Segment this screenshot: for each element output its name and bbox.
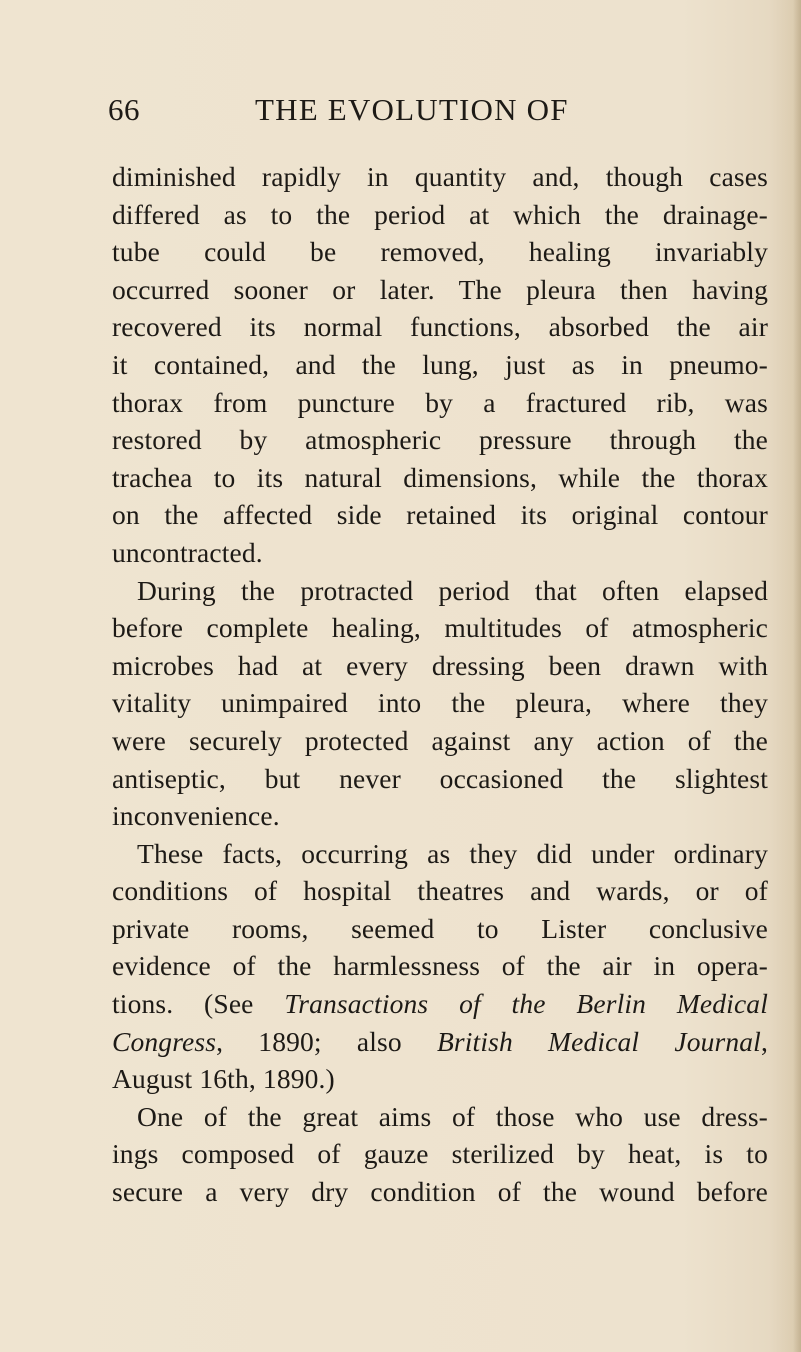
italic-citation: British Medical Journal <box>436 1025 761 1057</box>
text-line: August 16th, 1890.) <box>112 1063 335 1095</box>
text-line: secure a very dry condition of the wound before <box>112 1176 768 1208</box>
text-line: vitality unimpaired into the pleura, where they <box>112 687 768 719</box>
text-line: ings composed of gauze sterilized by heat, is to <box>112 1138 768 1170</box>
text-line <box>112 985 768 1023</box>
page-edge-shadow <box>793 0 801 1352</box>
text-line <box>112 1023 768 1061</box>
text-line: restored by atmospheric pressure through the <box>112 424 768 456</box>
text-line: evidence of the harmlessness of the air in opera- <box>112 950 768 982</box>
text-line: These facts, occurring as they did under ordinary <box>137 837 768 869</box>
text-line: microbes had at every dressing been drawn with <box>112 649 768 681</box>
text-line: private rooms, seemed to Lister conclusive <box>112 912 768 944</box>
text-line: trachea to its natural dimensions, while the thorax <box>112 461 768 493</box>
text-line: before complete healing, multitudes of atmospheric <box>112 612 768 644</box>
italic-citation: Transactions of the Berlin Medical <box>284 988 769 1020</box>
text-line: uncontracted. <box>112 536 263 568</box>
text-line: diminished rapidly in quantity and, though cases <box>112 161 768 192</box>
text-run: , 1890; also <box>216 1025 437 1057</box>
text-run: , <box>760 1025 768 1057</box>
text-line: inconvenience. <box>112 800 280 832</box>
text-line: One of the great aims of those who use dress- <box>137 1100 768 1132</box>
page-number: 66 <box>108 92 140 127</box>
text-line: tube could be removed, healing invariably <box>112 236 768 268</box>
text-line: thorax from puncture by a fractured rib, was <box>112 386 768 418</box>
running-title: THE EVOLUTION OF <box>255 92 569 127</box>
text-line: conditions of hospital theatres and wards, or of <box>112 875 768 907</box>
text-line: During the protracted period that often elapsed <box>137 574 768 606</box>
text-line: differed as to the period at which the drainage- <box>112 198 768 230</box>
text-line: on the affected side retained its original contour <box>112 499 768 531</box>
text-line: antiseptic, but never occasioned the slightest <box>112 762 768 794</box>
text-run: tions. (See <box>112 988 285 1020</box>
text-line: it contained, and the lung, just as in pneumo- <box>112 348 768 380</box>
body-text <box>112 158 768 1211</box>
running-head <box>0 92 801 132</box>
text-line: were securely protected against any action of the <box>112 724 768 756</box>
text-line: occurred sooner or later. The pleura then having <box>112 273 768 305</box>
italic-citation: Congress <box>112 1025 217 1057</box>
text-line: recovered its normal functions, absorbed the air <box>112 311 768 343</box>
